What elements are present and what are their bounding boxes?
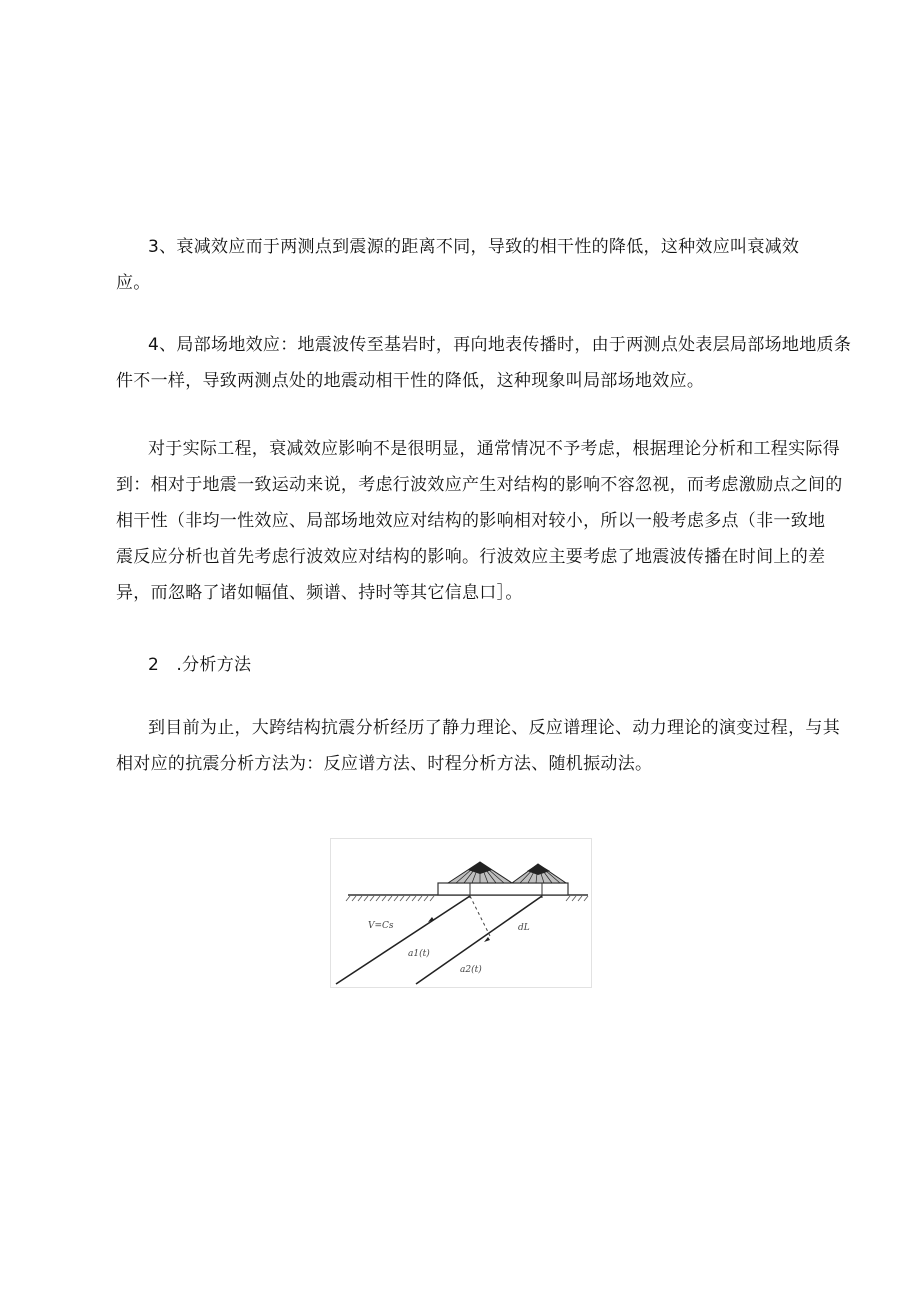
paragraph-line: 4、局部场地效应：地震波传至基岩时，再向地表传播时，由于两测点处表层局部场地地质条 (148, 335, 852, 355)
label-dl: dL (518, 923, 530, 933)
section-heading-analysis-methods (148, 647, 808, 683)
paragraph-local-site-effect (116, 327, 852, 399)
paragraph-line: 相对应的抗震分析方法为：反应谱方法、时程分析方法、随机振动法。 (116, 754, 653, 774)
paragraph-line: 对于实际工程，衰减效应影响不是很明显，通常情况不予考虑，根据理论分析和工程实际得 (148, 439, 840, 459)
paragraph-line: 到：相对于地震一致运动来说，考虑行波效应产生对结构的影响不容忽视，而考虑激励点之间的 (116, 475, 843, 495)
label-a1: a1(t) (408, 949, 430, 959)
paragraph-line: 应。 (116, 273, 151, 293)
label-velocity: V=Cs (368, 921, 394, 931)
paragraph-line: 震反应分析也首先考虑行波效应对结构的影响。行波效应主要考虑了地震波传播在时间上的差 (116, 547, 826, 567)
paragraph-analysis-history (116, 710, 840, 782)
paragraph-attenuation-effect (116, 229, 808, 301)
traveling-wave-diagram (330, 838, 592, 988)
paragraph-engineering-practice (116, 431, 843, 611)
paragraph-line: 异，而忽略了诸如幅值、频谱、持时等其它信息口］。 (116, 583, 523, 603)
heading-text: 2 .分析方法 (148, 655, 252, 675)
label-a2: a2(t) (460, 965, 482, 975)
paragraph-line: 件不一样，导致两测点处的地震动相干性的降低，这种现象叫局部场地效应。 (116, 371, 705, 391)
paragraph-line: 相干性（非均一性效应、局部场地效应对结构的影响相对较小，所以一般考虑多点（非一致地 (116, 511, 826, 531)
paragraph-line: 到目前为止，大跨结构抗震分析经历了静力理论、反应谱理论、动力理论的演变过程，与其 (148, 718, 840, 738)
foundation-slab (438, 883, 568, 895)
paragraph-line: 3、衰减效应而于两测点到震源的距离不同，导致的相干性的降低，这种效应叫衰减效 (148, 237, 800, 257)
